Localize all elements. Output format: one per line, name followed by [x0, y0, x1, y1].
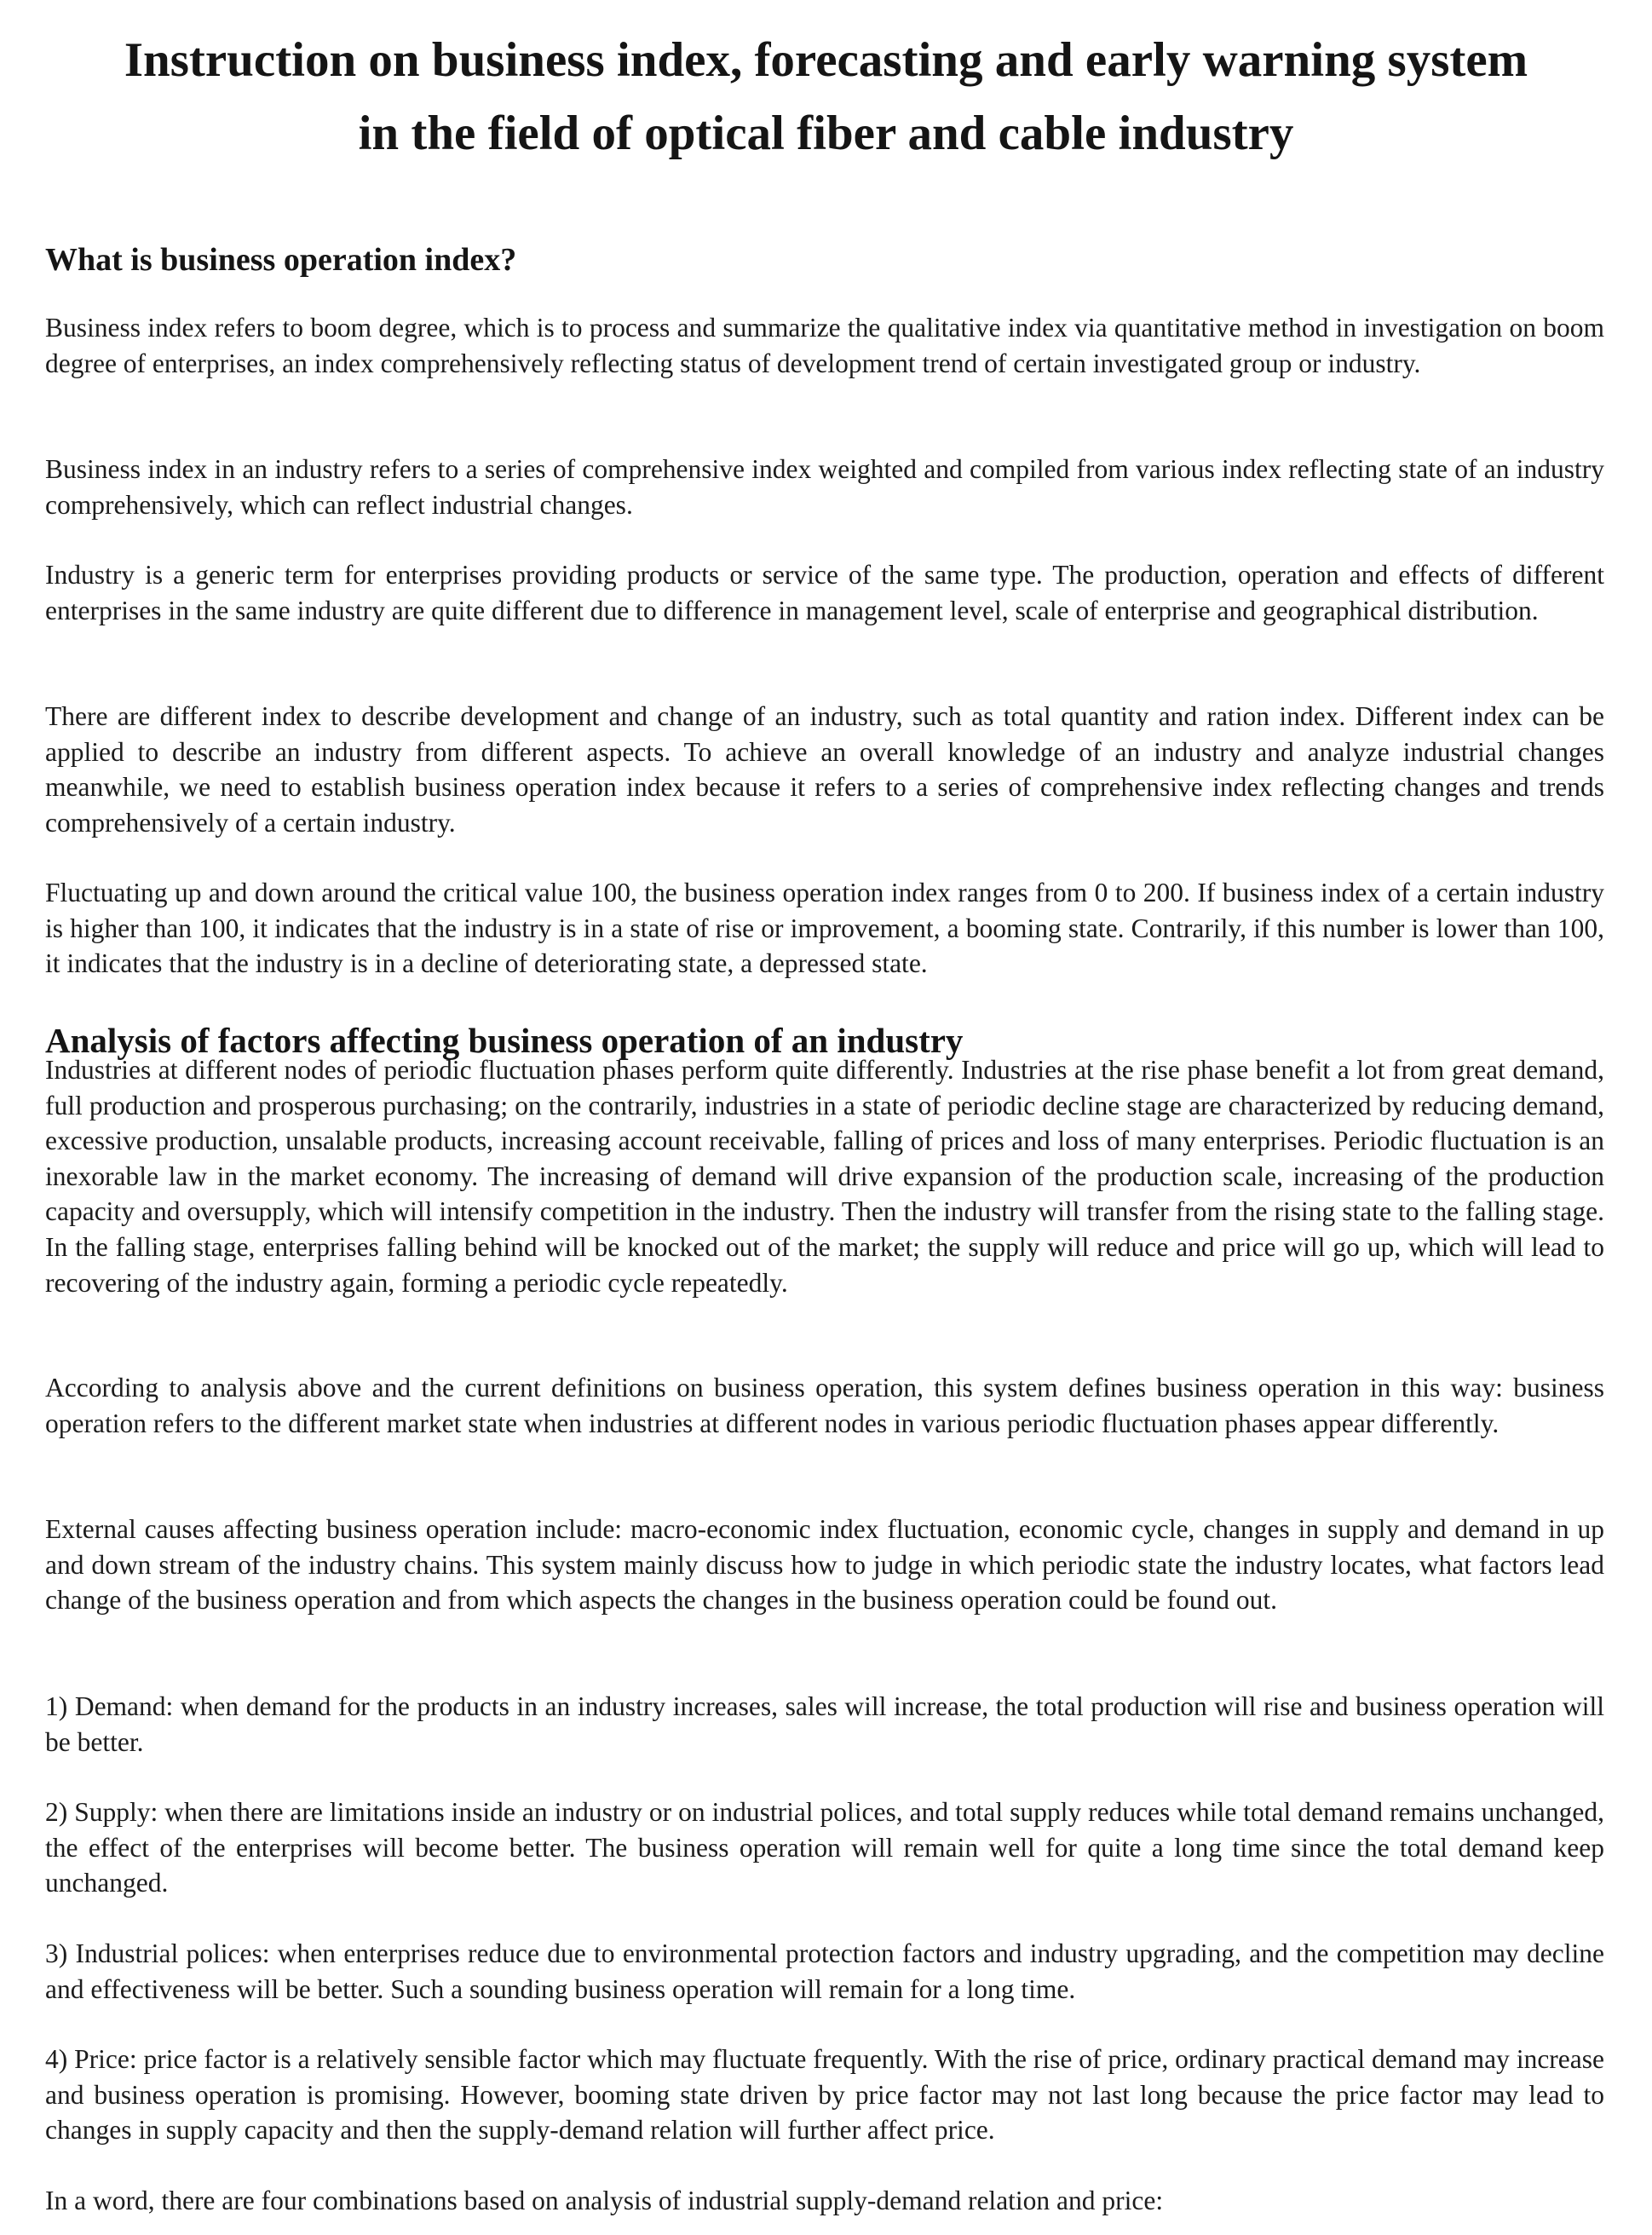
list-item-industrial-polices: 3) Industrial polices: when enterprises reduce due to environmental protection factors and industry upgrading, and the competition may decline and effectiveness will be better. Such a sounding business operation will remain for a long time. — [45, 1938, 1604, 2004]
paragraph: There are different index to describe development and change of an industry, such as total quantity and ration index. Different index can be applied to describe an industry from different aspects. To achieve an overall knowledge of an industry and analyze industrial changes meanwhile, we need to establish business operation index because it refers to a series of comprehensive index reflecting changes and trends comprehensively of a certain industry. — [45, 701, 1604, 838]
document-title — [34, 24, 1618, 170]
paragraph: Business index in an industry refers to a series of comprehensive index weighted and compiled from various index reflecting state of an industry comprehensively, which can reflect industrial changes. — [45, 454, 1604, 520]
paragraph: Fluctuating up and down around the critical value 100, the business operation index ranges from 0 to 200. If business index of a certain industry is higher than 100, it indicates that the industry is in a state of rise or improvement, a booming state. Contrarily, if this number is lower than 100, it indicates that the industry is in a decline of deteriorating state, a depressed state. — [45, 878, 1604, 979]
paragraph: Industries at different nodes of periodic fluctuation phases perform quite differently. Industries at the rise phase benefit a lot from great demand, full production and prosperous purchasing; on the contrarily, industries in a state of periodic decline stage are characterized by reducing demand, excessive production, unsalable products, increasing account receivable, falling of prices and loss of many enterprises. Periodic fluctuation is an inexorable law in the market economy. The increasing of demand will drive expansion of the production scale, increasing of the production capacity and oversupply, which will intensify competition in the industry. Then the industry will transfer from the rising state to the falling stage. In the falling stage, enterprises falling behind will be knocked out of the market; the supply will reduce and price will go up, which will lead to recovering of the industry again, forming a periodic cycle repeatedly. — [45, 1055, 1604, 1298]
title-line-2: in the field of optical fiber and cable industry — [358, 107, 1294, 160]
paragraph: In a word, there are four combinations based on analysis of industrial supply-demand relation and price: — [45, 2186, 1164, 2215]
paragraph: Business index refers to boom degree, which is to process and summarize the qualitative index via quantitative method in investigation on boom degree of enterprises, an index comprehensively reflecting status of development trend of certain investigated group or industry. — [45, 313, 1604, 378]
title-line-1: Instruction on business index, forecasting and early warning system — [124, 33, 1528, 87]
paragraph: Industry is a generic term for enterprises providing products or service of the same type. The production, operation and effects of different enterprises in the same industry are quite different due to difference in management level, scale of enterprise and geographical distribution. — [45, 560, 1604, 625]
list-item-supply: 2) Supply: when there are limitations inside an industry or on industrial polices, and total supply reduces while total demand remains unchanged, the effect of the enterprises will become better. The business operation will remain well for quite a long time since the total demand keep unchanged. — [45, 1797, 1604, 1898]
paragraph: External causes affecting business operation include: macro-economic index fluctuation, economic cycle, changes in supply and demand in up and down stream of the industry chains. This system mainly discuss how to judge in which periodic state the industry locates, what factors lead change of the business operation and from which aspects the changes in the business operation could be found out. — [45, 1514, 1604, 1616]
list-item-demand: 1) Demand: when demand for the products in an industry increases, sales will increase, the total production will rise and business operation will be better. — [45, 1691, 1604, 1757]
list-item-price: 4) Price: price factor is a relatively sensible factor which may fluctuate frequently. With the rise of price, ordinary practical demand may increase and business operation is promising. However, booming state driven by price factor may not last long because the price factor may lead to changes in supply capacity and then the supply-demand relation will further affect price. — [45, 2044, 1604, 2146]
section-heading-analysis-of-factors: Analysis of factors affecting business operation of an industry — [45, 1021, 964, 1060]
paragraph: According to analysis above and the current definitions on business operation, this system defines business operation in this way: business operation refers to the different market state when industries at different nodes in various periodic fluctuation phases appear differently. — [45, 1373, 1604, 1438]
section-heading-business-operation-index: What is business operation index? — [45, 242, 517, 278]
